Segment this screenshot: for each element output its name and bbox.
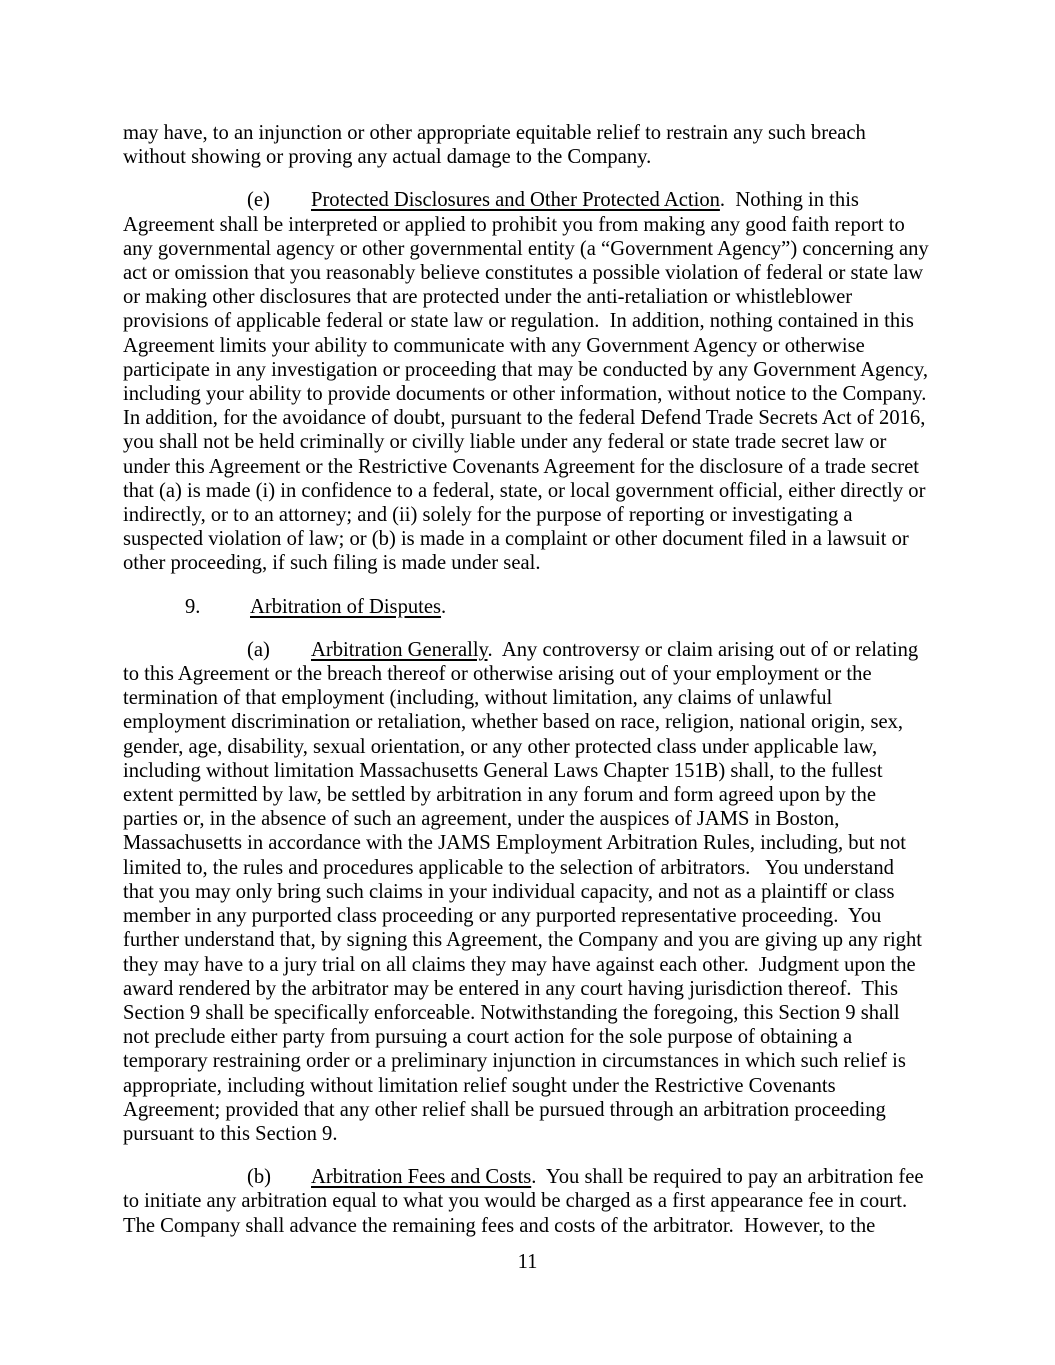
paragraph-b	[123, 1165, 929, 1238]
section-title: Arbitration of Disputes	[250, 595, 442, 618]
paragraph-text: may have, to an injunction or other appropriate equitable relief to restrain any such breach without showing or proving any actual damage to the Company.	[123, 122, 871, 169]
paragraph-heading: Protected Disclosures and Other Protected Action	[311, 189, 720, 212]
paragraph-continuation	[123, 121, 929, 169]
paragraph-label: (a)	[247, 638, 270, 661]
paragraph-label: (e)	[247, 189, 270, 212]
paragraph-a	[123, 638, 929, 1146]
section-number: 9.	[185, 595, 201, 618]
paragraph-text: . You shall be required to pay an arbitration fee to initiate any arbitration equal to what you would be charged as a first appearance fee in court. The Company shall advance the remaining fees and costs of the arbitrator. However, to the	[123, 1166, 929, 1237]
page-number: 11	[517, 1251, 538, 1273]
paragraph-text: . Any controversy or claim arising out of or relating to this Agreement or the breach thereof or otherwise arising out of your employment or the termination of that employment (including, without limitation, any claims of unlawful employment discrimination or retaliation, whether based on race, religion, national origin, sex, gender, age, disability, sexual orientation, or any other protected class under applicable law, including without limitation Massachusetts General Laws Chapter 151B) shall, to the fullest extent permitted by law, be settled by arbitration in any forum and form agreed upon by the parties or, in the absence of such an agreement, under the auspices of JAMS in Boston, Massachusetts in accordance with the JAMS Employment Arbitration Rules, including, but not limited to, the rules and procedures applicable to the selection of arbitrators. You understand that you may only bring such claims in your individual capacity, and not as a plaintiff or class member in any purported class proceeding or any purported representative proceeding. You further understand that, by signing this Agreement, the Company and you are giving up any right they may have to a jury trial on all claims they may have against each other. Judgment upon the award rendered by the arbitrator may be entered in any court having jurisdiction thereof. This Section 9 shall be specifically enforceable. Notwithstanding the foregoing, this Section 9 shall not preclude either party from pursuing a court action for the sole purpose of obtaining a temporary restraining order or a preliminary injunction in circumstances in which such relief is appropriate, including without limitation relief sought under the Restrictive Covenants Agreement; provided that any other relief shall be pursued through an arbitration proceeding pursuant to this Section 9.	[123, 638, 928, 1145]
document-body	[123, 121, 937, 1257]
paragraph-e	[123, 188, 937, 575]
paragraph-text: . Nothing in this Agreement shall be interpreted or applied to prohibit you from making any good faith report to any governmental agency or other governmental entity (a “Government Agency”) concerning any act or omission that you reasonably believe constitutes a possible violation of federal or state law or making other disclosures that are protected under the anti-retaliation or whistleblower provisions of applicable federal or state law or regulation. In addition, nothing contained in this Agreement limits your ability to communicate with any Government Agency or otherwise participate in any investigation or proceeding that may be conducted by any Government Agency, including your ability to provide documents or other information, without notice to the Company. In addition, for the avoidance of doubt, pursuant to the federal Defend Trade Secrets Act of 2016, you shall not be held criminally or civilly liable under any federal or state trade secret law or under this Agreement or the Restrictive Covenants Agreement for the disclosure of a trade secret that (a) is made (i) in confidence to a federal, state, or local government official, either directly or indirectly, or to an attorney; and (ii) solely for the purpose of reporting or investigating a suspected violation of law; or (b) is made in a complaint or other document filed in a lawsuit or other proceeding, if such filing is made under seal.	[123, 189, 937, 575]
section-9-heading	[123, 595, 929, 619]
section-title-period: .	[441, 595, 447, 618]
paragraph-heading: Arbitration Generally	[311, 638, 488, 661]
paragraph-label: (b)	[247, 1166, 272, 1189]
paragraph-heading: Arbitration Fees and Costs	[311, 1166, 532, 1189]
